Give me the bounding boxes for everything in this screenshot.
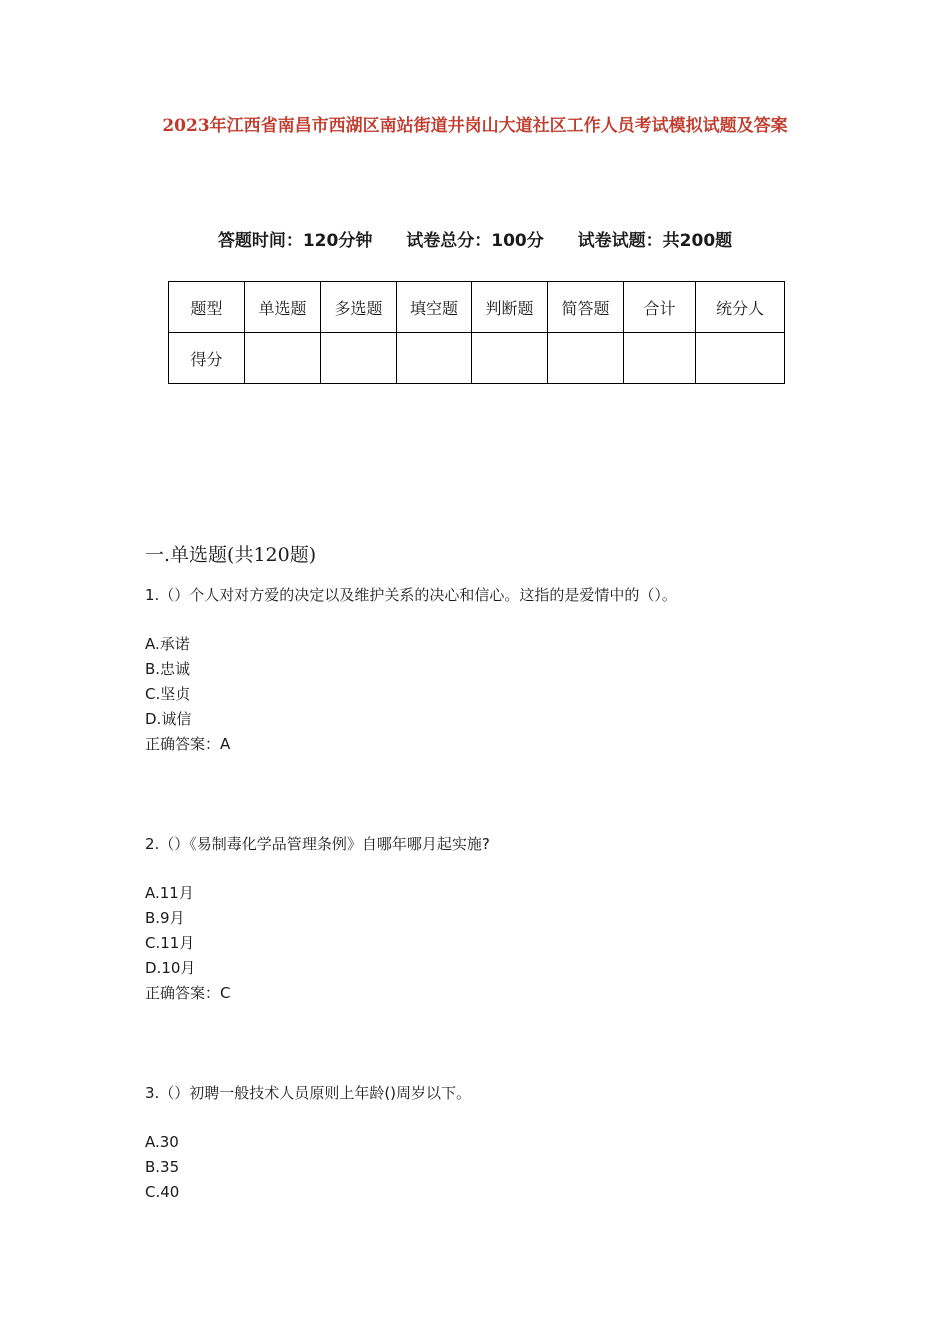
correct-answer: 正确答案：A — [145, 735, 231, 753]
option-a: A.11月 — [145, 884, 194, 902]
question-2 — [145, 832, 490, 1006]
header-cell: 题型 — [169, 282, 245, 333]
header-cell: 统分人 — [696, 282, 785, 333]
exam-time: 答题时间：120分钟 — [217, 231, 373, 251]
header-cell: 判断题 — [472, 282, 548, 333]
exam-meta — [0, 226, 950, 251]
header-cell: 多选题 — [321, 282, 397, 333]
exam-total-score: 试卷总分：100分 — [406, 231, 544, 251]
header-cell: 合计 — [624, 282, 696, 333]
question-stem: 1.（）个人对对方爱的决定以及维护关系的决心和信心。这指的是爱情中的（）。 — [145, 586, 677, 604]
question-stem: 3.（）初聘一般技术人员原则上年龄()周岁以下。 — [145, 1084, 472, 1102]
header-cell: 填空题 — [397, 282, 472, 333]
score-table-score-row — [169, 333, 785, 384]
question-1 — [145, 583, 677, 757]
section-title: 一.单选题(共120题) — [145, 544, 317, 566]
option-a: A.30 — [145, 1133, 179, 1151]
score-cell — [472, 333, 548, 384]
question-stem: 2.（）《易制毒化学品管理条例》自哪年哪月起实施? — [145, 835, 490, 853]
option-c: C.11月 — [145, 934, 195, 952]
header-cell: 单选题 — [245, 282, 321, 333]
option-c: C.坚贞 — [145, 685, 191, 703]
option-c: C.40 — [145, 1183, 180, 1201]
option-d: D.10月 — [145, 959, 196, 977]
option-d: D.诚信 — [145, 710, 192, 728]
exam-question-count: 试卷试题：共200题 — [577, 231, 733, 251]
option-b: B.35 — [145, 1158, 180, 1176]
row-label-cell: 得分 — [169, 333, 245, 384]
correct-answer: 正确答案：C — [145, 984, 231, 1002]
score-cell — [624, 333, 696, 384]
score-cell — [245, 333, 321, 384]
score-cell — [397, 333, 472, 384]
score-table — [168, 281, 785, 384]
document-title: 2023年江西省南昌市西湖区南站街道井岗山大道社区工作人员考试模拟试题及答案 — [162, 116, 788, 136]
header-cell: 简答题 — [548, 282, 624, 333]
score-cell — [696, 333, 785, 384]
score-cell — [321, 333, 397, 384]
option-b: B.忠诚 — [145, 660, 191, 678]
option-a: A.承诺 — [145, 635, 190, 653]
score-cell — [548, 333, 624, 384]
question-3 — [145, 1081, 471, 1205]
option-b: B.9月 — [145, 909, 185, 927]
score-table-header-row — [169, 282, 785, 333]
